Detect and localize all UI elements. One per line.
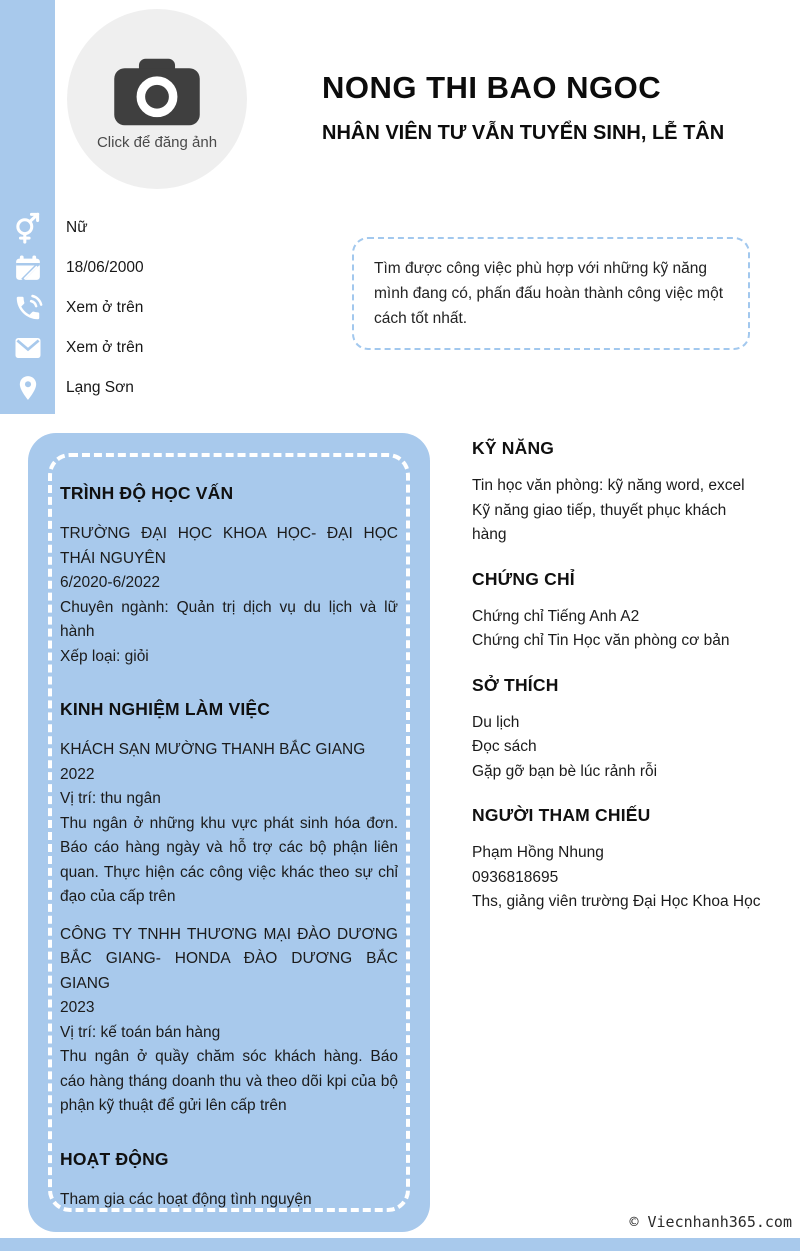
experience-heading: KINH NGHIỆM LÀM VIỆC bbox=[60, 699, 271, 719]
job-description: Thu ngân ở quầy chăm sóc khách hàng. Báo cáo hàng tháng doanh thu và theo dõi kpi của bộ phận kỹ thuật để gửi lên cấp trên bbox=[60, 1048, 398, 1114]
camera-icon bbox=[109, 48, 205, 130]
location-icon bbox=[0, 374, 55, 402]
education-grade: Xếp loại: giỏi bbox=[60, 647, 149, 665]
skills-heading: KỸ NĂNG bbox=[472, 438, 555, 458]
skills-section bbox=[472, 438, 762, 548]
education-major: Chuyên ngành: Quản trị dịch vụ du lịch và lữ hành bbox=[60, 598, 398, 640]
job-position: Vị trí: kế toán bán hàng bbox=[60, 1023, 221, 1041]
objective-box bbox=[352, 237, 750, 350]
photo-upload-label: Click để đăng ảnh bbox=[96, 133, 218, 151]
reference-phone: 0936818695 bbox=[472, 868, 559, 886]
activities-heading: HOẠT ĐỘNG bbox=[60, 1148, 169, 1169]
education-period: 6/2020-6/2022 bbox=[60, 574, 160, 591]
job-description: Thu ngân ở những khu vực phát sinh hóa đơn. Báo cáo hàng ngày và hỗ trợ các bộ phận liên quan. Thực hiện các công việc khác theo sự chỉ đạo của cấp trên bbox=[60, 814, 398, 905]
contact-row-email bbox=[0, 328, 330, 368]
job-company: KHÁCH SẠN MƯỜNG THANH BẮC GIANG bbox=[60, 741, 366, 758]
hobby-item: Đọc sách bbox=[472, 738, 537, 755]
hobby-item: Du lịch bbox=[472, 713, 520, 731]
job-company: CÔNG TY TNHH THƯƠNG MẠI ĐÀO DƯƠNG BẮC GIANG- HONDA ĐÀO DƯƠNG BẮC GIANG bbox=[60, 925, 398, 992]
certificates-section bbox=[472, 569, 762, 654]
skill-item: Tin học văn phòng: kỹ năng word, excel bbox=[472, 477, 745, 494]
email-icon bbox=[0, 333, 55, 363]
certificate-item: Chứng chỉ Tiếng Anh A2 bbox=[472, 607, 640, 625]
job-period: 2022 bbox=[60, 765, 95, 783]
header bbox=[322, 70, 752, 146]
education-school: TRƯỜNG ĐẠI HỌC KHOA HỌC- ĐẠI HỌC THÁI NGUYÊN bbox=[60, 525, 398, 567]
experience-job bbox=[60, 738, 398, 910]
references-heading: NGƯỜI THAM CHIẾU bbox=[472, 805, 651, 825]
contact-birthday-value: 18/06/2000 bbox=[66, 259, 144, 276]
job-position: Vị trí: thu ngân bbox=[60, 790, 161, 807]
skill-item: Kỹ năng giao tiếp, thuyết phục khách hàng bbox=[472, 501, 727, 543]
main-right-column bbox=[472, 438, 762, 936]
cv-name: NONG THI BAO NGOC bbox=[322, 70, 662, 105]
reference-role: Ths, giảng viên trường Đại Học Khoa Học bbox=[472, 893, 761, 910]
contact-phone-value: Xem ở trên bbox=[66, 299, 144, 316]
education-section bbox=[60, 483, 398, 669]
objective-text: Tìm được công việc phù hợp với những kỹ năng mình đang có, phấn đấu hoàn thành công việc một cách tốt nhất. bbox=[374, 260, 723, 327]
birthday-icon bbox=[0, 253, 55, 283]
certificates-heading: CHỨNG CHỈ bbox=[472, 568, 575, 589]
hobbies-heading: SỞ THÍCH bbox=[472, 674, 559, 695]
cv-job-title: NHÂN VIÊN TƯ VẪN TUYỂN SINH, LỄ TÂN bbox=[322, 122, 725, 144]
activities-section bbox=[60, 1149, 398, 1213]
hobbies-section bbox=[472, 675, 762, 785]
phone-icon bbox=[0, 293, 55, 323]
watermark-credit: © Viecnhanh365.com bbox=[629, 1213, 792, 1231]
job-period: 2023 bbox=[60, 999, 95, 1016]
main-left-panel bbox=[28, 433, 430, 1232]
contact-gender-value: Nữ bbox=[66, 219, 88, 236]
contact-row-birthday bbox=[0, 248, 330, 288]
photo-upload-button[interactable] bbox=[67, 9, 247, 189]
contact-location-value: Lạng Sơn bbox=[66, 379, 134, 396]
contact-email-value: Xem ở trên bbox=[66, 339, 144, 356]
contact-row-phone bbox=[0, 288, 330, 328]
experience-section bbox=[60, 699, 398, 1119]
hobby-item: Gặp gỡ bạn bè lúc rảnh rỗi bbox=[472, 762, 658, 780]
experience-job bbox=[60, 923, 398, 1119]
references-section bbox=[472, 805, 762, 915]
bottom-accent-bar bbox=[0, 1238, 800, 1251]
contact-list bbox=[0, 208, 330, 408]
certificate-item: Chứng chỉ Tin Học văn phòng cơ bản bbox=[472, 632, 730, 649]
contact-row-gender bbox=[0, 208, 330, 248]
contact-row-location bbox=[0, 368, 330, 408]
gender-icon bbox=[0, 212, 55, 244]
education-heading: TRÌNH ĐỘ HỌC VẤN bbox=[60, 483, 234, 503]
activities-text: Tham gia các hoạt động tình nguyện bbox=[60, 1190, 312, 1208]
reference-name: Phạm Hồng Nhung bbox=[472, 844, 604, 861]
